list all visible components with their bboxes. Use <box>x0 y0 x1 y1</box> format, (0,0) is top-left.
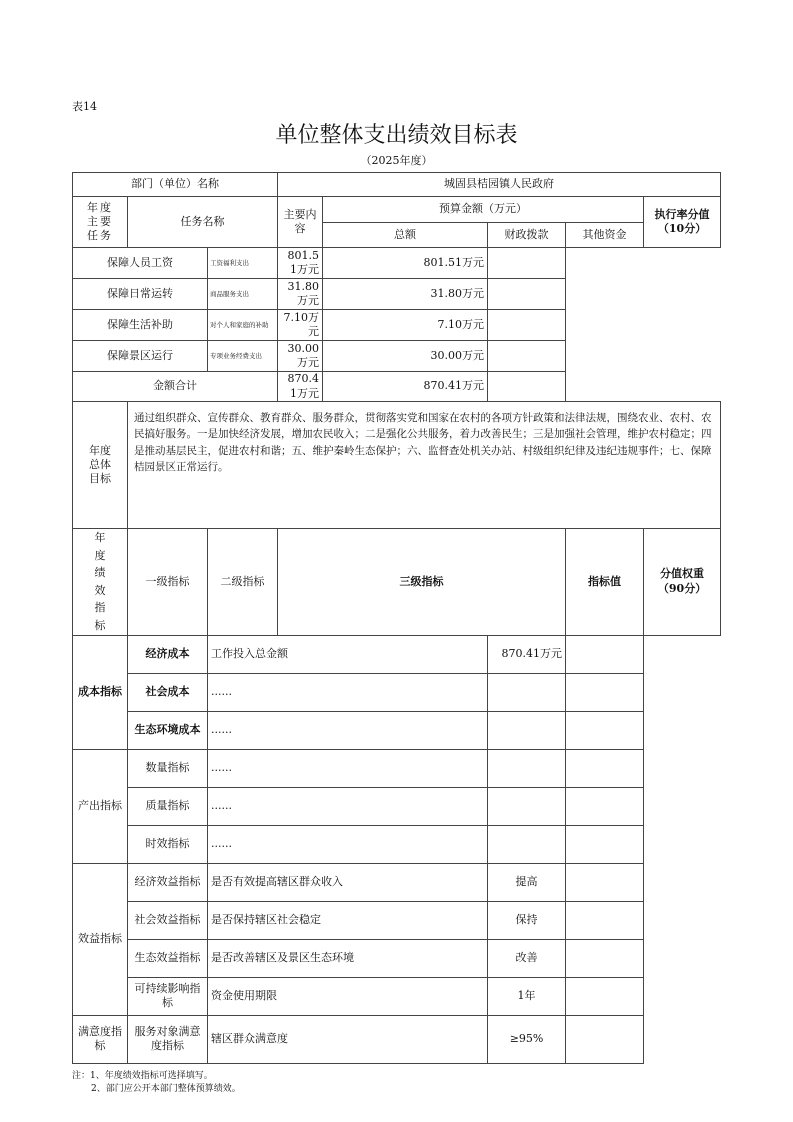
col-value: 指标值 <box>566 529 644 636</box>
indicator-weight <box>566 635 644 673</box>
notes <box>72 1070 721 1096</box>
indicator-l2: 社会成本 <box>128 673 208 711</box>
indicator-weight <box>566 977 644 1015</box>
col-l1: 一级指标 <box>128 529 208 636</box>
indicator-row <box>73 863 721 901</box>
indicator-value: 改善 <box>488 939 566 977</box>
task-content: 商品服务支出 <box>208 279 278 310</box>
col-fiscal: 财政拨款 <box>488 223 566 248</box>
indicator-row <box>73 901 721 939</box>
indicator-l3: ...... <box>208 787 488 825</box>
indicator-l3: 资金使用期限 <box>208 977 488 1015</box>
task-name: 保障日常运转 <box>73 279 208 310</box>
indicator-l2: 经济成本 <box>128 635 208 673</box>
indicator-l2: 服务对象满意度指标 <box>128 1015 208 1063</box>
indicator-row <box>73 825 721 863</box>
indicator-value <box>488 825 566 863</box>
task-row <box>73 341 721 372</box>
indicator-l2: 经济效益指标 <box>128 863 208 901</box>
col-budget: 预算金额（万元） <box>323 197 644 223</box>
indicator-value <box>488 787 566 825</box>
indicator-l1: 满意度指标 <box>73 1015 128 1063</box>
task-fiscal: 31.80万元 <box>323 279 488 310</box>
indicator-row <box>73 939 721 977</box>
indicator-value: ≥95% <box>488 1015 566 1063</box>
goal-label: 年度总体目标 <box>73 402 128 529</box>
indicator-l2: 生态效益指标 <box>128 939 208 977</box>
task-name: 保障生活补助 <box>73 310 208 341</box>
col-total: 总额 <box>323 223 488 248</box>
indicator-weight <box>566 673 644 711</box>
indicator-l3: 辖区群众满意度 <box>208 1015 488 1063</box>
col-other: 其他资金 <box>566 223 644 248</box>
indicator-value: 提高 <box>488 863 566 901</box>
content-wrapper <box>72 172 721 1096</box>
task-content: 工资福利支出 <box>208 248 278 279</box>
indicator-l2: 时效指标 <box>128 825 208 863</box>
indicator-weight <box>566 825 644 863</box>
fiscal-year: （2025年度） <box>360 154 433 167</box>
col-l3: 三级指标 <box>278 529 566 636</box>
task-other <box>488 310 566 341</box>
indicator-value: 870.41万元 <box>488 635 566 673</box>
indicator-weight <box>566 1015 644 1063</box>
indicator-value <box>488 711 566 749</box>
indicator-value <box>488 673 566 711</box>
table-number: 表14 <box>72 100 97 113</box>
indicator-l2: 质量指标 <box>128 787 208 825</box>
sum-other <box>488 372 566 402</box>
col-weight-label: 分值权重 <box>660 567 705 581</box>
task-other <box>488 248 566 279</box>
indicator-l1: 产出指标 <box>73 749 128 863</box>
col-content: 主要内容 <box>278 197 323 248</box>
indicator-weight <box>566 787 644 825</box>
indicators-section-label: 年度绩效指标 <box>73 529 128 636</box>
indicator-l1: 成本指标 <box>73 635 128 749</box>
goal-text: 通过组织群众、宣传群众、教育群众、服务群众，贯彻落实党和国家在农村的各项方针政策和法律法规，围绕农业、农村、农民搞好服务。一是加快经济发展，增加农民收入；二是强化公共服务，着力改善民生；三是加强社会管理，维护农村稳定；四是推动基层民主，促进农村和谐；五、维护秦岭生态保护；六、监督查处机关办站、村级组织纪律及违纪违规事件；七、保障桔园景区正常运行。 <box>128 402 721 529</box>
indicator-l2: 社会效益指标 <box>128 901 208 939</box>
indicator-l3: 工作投入总金额 <box>208 635 488 673</box>
performance-table <box>72 172 721 1064</box>
tasks-section-label: 年度主要任务 <box>73 197 128 248</box>
task-total: 30.00万元 <box>278 341 323 372</box>
score-value: （10分） <box>657 222 707 235</box>
sum-total: 870.41万元 <box>278 372 323 402</box>
indicator-l3: ...... <box>208 749 488 787</box>
indicator-weight <box>566 749 644 787</box>
task-row <box>73 279 721 310</box>
col-weight <box>644 529 721 636</box>
indicator-l3: ...... <box>208 825 488 863</box>
task-content: 对个人和家庭的补助 <box>208 310 278 341</box>
indicator-value: 1年 <box>488 977 566 1015</box>
indicator-row <box>73 711 721 749</box>
indicator-l3: 是否改善辖区及景区生态环境 <box>208 939 488 977</box>
task-content: 专项业务经费支出 <box>208 341 278 372</box>
sum-label: 金额合计 <box>73 372 278 402</box>
task-fiscal: 801.51万元 <box>323 248 488 279</box>
indicator-value <box>488 749 566 787</box>
indicator-l2: 生态环境成本 <box>128 711 208 749</box>
col-task: 任务名称 <box>128 197 278 248</box>
sum-fiscal: 870.41万元 <box>323 372 488 402</box>
indicator-row <box>73 977 721 1015</box>
task-name: 保障人员工资 <box>73 248 208 279</box>
note-1: 注：1、年度绩效指标可选择填写。 <box>72 1070 213 1081</box>
indicator-weight <box>566 863 644 901</box>
indicator-l3: 是否有效提高辖区群众收入 <box>208 863 488 901</box>
indicator-row <box>73 1015 721 1063</box>
indicator-l3: ...... <box>208 673 488 711</box>
indicator-l2: 数量指标 <box>128 749 208 787</box>
indicator-value: 保持 <box>488 901 566 939</box>
page-title: 单位整体支出绩效目标表 <box>275 123 518 148</box>
indicator-l2: 可持续影响指标 <box>128 977 208 1015</box>
indicator-row <box>73 749 721 787</box>
dept-label: 部门（单位）名称 <box>73 173 278 197</box>
task-row <box>73 310 721 341</box>
task-row <box>73 248 721 279</box>
task-other <box>488 341 566 372</box>
task-name: 保障景区运行 <box>73 341 208 372</box>
note-2: 2、部门应公开本部门整体预算绩效。 <box>91 1083 241 1094</box>
task-fiscal: 30.00万元 <box>323 341 488 372</box>
col-weight-points: （90分） <box>657 581 707 595</box>
indicator-weight <box>566 939 644 977</box>
indicator-l3: 是否保持辖区社会稳定 <box>208 901 488 939</box>
indicator-weight <box>566 901 644 939</box>
indicator-weight <box>566 711 644 749</box>
col-l2: 二级指标 <box>208 529 278 636</box>
score-cell <box>644 197 721 248</box>
task-other <box>488 279 566 310</box>
task-fiscal: 7.10万元 <box>323 310 488 341</box>
score-label: 执行率分值 <box>654 207 710 221</box>
dept-value: 城固县桔园镇人民政府 <box>278 173 721 197</box>
task-total: 801.51万元 <box>278 248 323 279</box>
indicator-l3: ...... <box>208 711 488 749</box>
indicator-row <box>73 787 721 825</box>
task-total: 31.80万元 <box>278 279 323 310</box>
task-total: 7.10万元 <box>278 310 323 341</box>
indicator-l1: 效益指标 <box>73 863 128 1015</box>
indicator-row <box>73 635 721 673</box>
indicator-row <box>73 673 721 711</box>
